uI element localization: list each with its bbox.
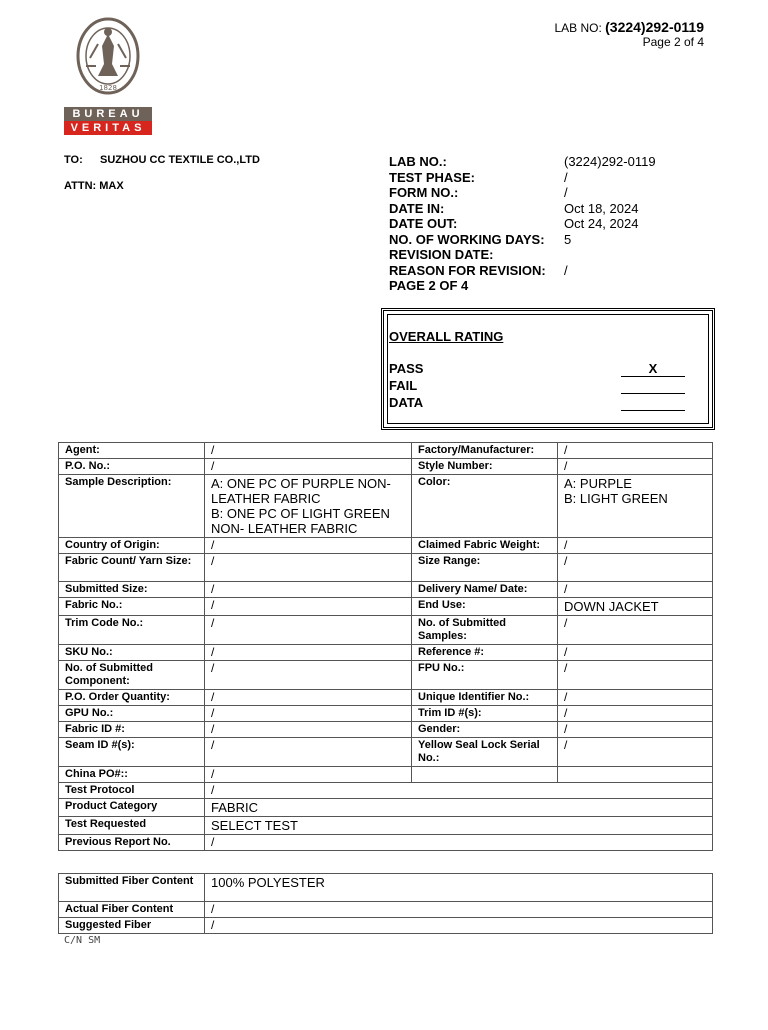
field-value	[558, 767, 713, 783]
field-value: /	[205, 902, 713, 918]
table-row	[59, 443, 713, 459]
field-label: Suggested Fiber	[59, 918, 205, 934]
table-row	[59, 902, 713, 918]
field-label: FPU No.:	[412, 661, 558, 690]
field-value: /	[558, 706, 713, 722]
info-value: Oct 18, 2024	[564, 200, 639, 216]
field-label: Sample Description:	[59, 475, 205, 538]
table-row	[59, 598, 713, 616]
info-row	[389, 170, 656, 186]
table-row	[59, 738, 713, 767]
field-value: /	[205, 738, 412, 767]
table-row	[59, 475, 713, 538]
sample-details-table	[58, 442, 713, 783]
field-value: SELECT TEST	[205, 817, 713, 835]
seal-year: 1828	[99, 84, 117, 92]
field-value: /	[558, 738, 713, 767]
field-value: FABRIC	[205, 799, 713, 817]
table-row	[59, 767, 713, 783]
header-page-number: Page 2 of 4	[642, 35, 704, 49]
table-row	[59, 554, 713, 582]
info-row	[389, 263, 656, 279]
field-value: /	[558, 722, 713, 738]
table-row	[59, 690, 713, 706]
field-label: Previous Report No.	[59, 835, 205, 851]
logo-word-bureau: BUREAU	[64, 107, 152, 121]
field-label: Submitted Size:	[59, 582, 205, 598]
field-label: Yellow Seal Lock Serial No.:	[412, 738, 558, 767]
field-label: Unique Identifier No.:	[412, 690, 558, 706]
field-value: /	[205, 661, 412, 690]
table-row	[59, 459, 713, 475]
field-value: /	[205, 554, 412, 582]
field-label: Factory/Manufacturer:	[412, 443, 558, 459]
info-value: /	[564, 185, 568, 200]
pass-mark: X	[621, 361, 685, 377]
header-lab-no-value: (3224)292-0119	[605, 19, 704, 35]
field-label: Test Protocol	[59, 783, 205, 799]
info-label: NO. OF WORKING DAYS:	[389, 231, 545, 247]
field-label: No. of Submitted Component:	[59, 661, 205, 690]
field-label: Product Category	[59, 799, 205, 817]
field-value: /	[558, 690, 713, 706]
field-label: Test Requested	[59, 817, 205, 835]
field-label: Seam ID #(s):	[59, 738, 205, 767]
info-label: REASON FOR REVISION:	[389, 262, 546, 278]
header-lab-no	[554, 19, 704, 35]
info-row	[389, 185, 656, 201]
field-value: /	[558, 443, 713, 459]
recipient-name: SUZHOU CC TEXTILE CO.,LTD	[100, 154, 260, 166]
footer-code: C/N SM	[64, 935, 101, 946]
field-label: Submitted Fiber Content	[59, 874, 205, 902]
field-label: Country of Origin:	[59, 538, 205, 554]
fiber-content-table	[58, 873, 713, 934]
report-info	[389, 154, 656, 294]
info-row	[389, 154, 656, 170]
field-label: Claimed Fabric Weight:	[412, 538, 558, 554]
test-protocol-table	[58, 782, 713, 851]
field-label: Reference #:	[412, 645, 558, 661]
info-row	[389, 201, 656, 217]
field-value: 100% POLYESTER	[205, 874, 713, 902]
table-row	[59, 918, 713, 934]
field-label: Actual Fiber Content	[59, 902, 205, 918]
info-value: Oct 24, 2024	[564, 216, 639, 231]
field-value: /	[558, 538, 713, 554]
field-label: Agent:	[59, 443, 205, 459]
field-label: Fabric Count/ Yarn Size:	[59, 554, 205, 582]
table-row	[59, 835, 713, 851]
field-value: /	[205, 443, 412, 459]
field-value: /	[205, 459, 412, 475]
field-label: Trim Code No.:	[59, 616, 205, 645]
data-mark	[621, 395, 685, 411]
overall-rating-title: OVERALL RATING	[389, 329, 504, 344]
field-value: /	[558, 645, 713, 661]
attention: ATTN: MAX	[64, 180, 124, 192]
table-row	[59, 645, 713, 661]
field-value: /	[558, 459, 713, 475]
seal-icon	[64, 14, 152, 102]
table-row	[59, 874, 713, 902]
table-row	[59, 616, 713, 645]
field-value: /	[205, 582, 412, 598]
field-value: /	[558, 554, 713, 582]
table-row	[59, 706, 713, 722]
info-value: /	[564, 262, 568, 278]
info-label: FORM NO.:	[389, 185, 459, 200]
field-label: End Use:	[412, 598, 558, 616]
info-value: (3224)292-0119	[564, 154, 656, 169]
info-value: /	[564, 169, 568, 185]
field-label: P.O. No.:	[59, 459, 205, 475]
field-value: /	[205, 783, 713, 799]
info-row	[389, 232, 656, 248]
header-lab-no-label: LAB NO:	[554, 21, 606, 35]
field-label: Fabric No.:	[59, 598, 205, 616]
info-value: 5	[564, 231, 572, 247]
logo-word-veritas: VERITAS	[64, 121, 152, 135]
table-row	[59, 817, 713, 835]
field-value: /	[205, 645, 412, 661]
field-value: A: ONE PC OF PURPLE NON-LEATHER FABRIC B: ONE PC OF LIGHT GREEN NON- LEATHER FABRIC	[205, 475, 412, 538]
field-label: SKU No.:	[59, 645, 205, 661]
overall-rating-box	[381, 308, 715, 430]
table-row	[59, 783, 713, 799]
fail-mark	[621, 378, 685, 394]
recipient-label: TO:	[64, 154, 83, 166]
field-value: /	[205, 722, 412, 738]
info-label: DATE IN:	[389, 200, 445, 216]
field-value: /	[205, 767, 412, 783]
field-label: P.O. Order Quantity:	[59, 690, 205, 706]
field-value: /	[558, 661, 713, 690]
info-label: LAB NO.:	[389, 154, 447, 169]
recipient	[64, 154, 260, 166]
info-label: REVISION DATE:	[389, 247, 494, 262]
info-label: PAGE 2 OF 4	[389, 278, 469, 293]
table-row	[59, 582, 713, 598]
field-value: /	[205, 835, 713, 851]
field-label: China PO#::	[59, 767, 205, 783]
field-label: GPU No.:	[59, 706, 205, 722]
field-label: Gender:	[412, 722, 558, 738]
field-label: Delivery Name/ Date:	[412, 582, 558, 598]
field-value: /	[558, 616, 713, 645]
field-label: Size Range:	[412, 554, 558, 582]
table-row	[59, 799, 713, 817]
field-value: A: PURPLE B: LIGHT GREEN	[558, 475, 713, 538]
field-value: /	[205, 918, 713, 934]
field-value: DOWN JACKET	[558, 598, 713, 616]
field-value: /	[205, 706, 412, 722]
field-value: /	[558, 582, 713, 598]
fail-label: FAIL	[389, 378, 418, 393]
table-row	[59, 722, 713, 738]
info-row	[389, 247, 656, 263]
bureau-veritas-logo	[64, 14, 154, 134]
data-label: DATA	[389, 395, 424, 410]
field-label	[412, 767, 558, 783]
field-value: /	[205, 598, 412, 616]
table-row	[59, 538, 713, 554]
pass-label: PASS	[389, 361, 424, 376]
field-label: No. of Submitted Samples:	[412, 616, 558, 645]
info-label: TEST PHASE:	[389, 169, 475, 185]
info-label: DATE OUT:	[389, 216, 458, 231]
info-row	[389, 216, 656, 232]
field-value: /	[205, 690, 412, 706]
field-label: Style Number:	[412, 459, 558, 475]
field-label: Color:	[412, 475, 558, 538]
table-row	[59, 661, 713, 690]
field-label: Fabric ID #:	[59, 722, 205, 738]
field-value: /	[205, 538, 412, 554]
field-label: Trim ID #(s):	[412, 706, 558, 722]
info-row	[389, 278, 656, 294]
field-value: /	[205, 616, 412, 645]
